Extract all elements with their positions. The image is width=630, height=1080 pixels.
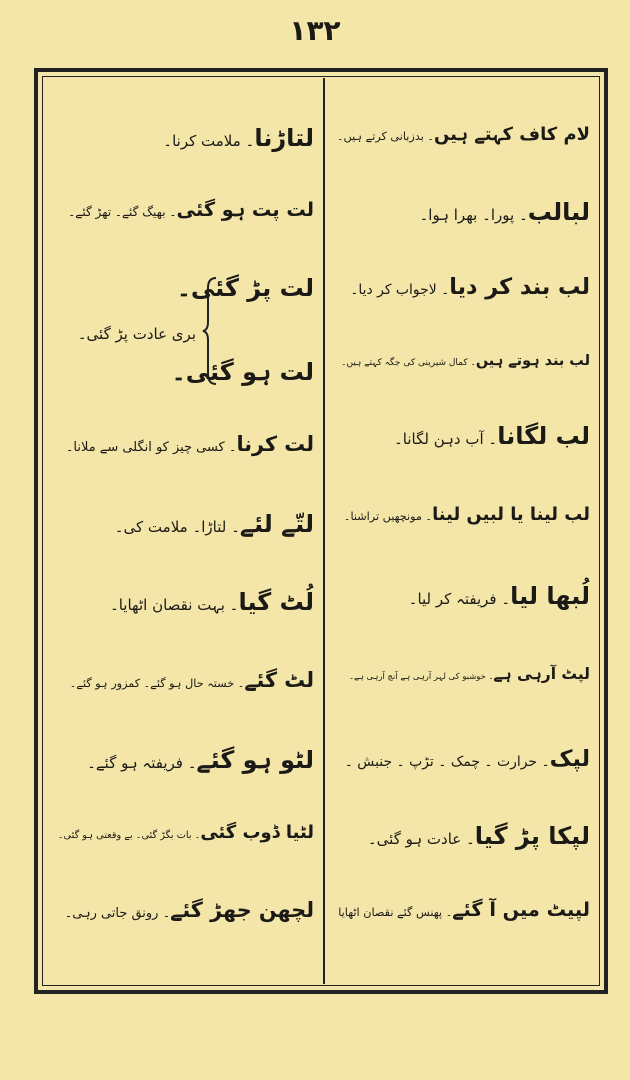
entry xyxy=(58,824,314,842)
entry xyxy=(66,434,314,455)
entry-meaning: ۔ خوشبو کی لہر آرہی ہے آنچ آرہی ہے۔ xyxy=(349,671,494,681)
entry-meaning: ۔ لتاڑا۔ ملامت کی۔ xyxy=(114,518,240,536)
entry-meaning: ۔ حرارت ۔ چمک ۔ تڑپ ۔ جنبش ۔ xyxy=(344,754,550,770)
entry-head: لب بند کر دیا xyxy=(449,274,590,300)
entry xyxy=(172,360,314,384)
entry-meaning: ۔ بھیگ گئے۔ تھڑ گئے۔ xyxy=(68,205,177,219)
entry-head: لت پت ہو گئی xyxy=(176,198,314,221)
entry xyxy=(349,666,590,683)
column-divider xyxy=(323,78,325,984)
entry-meaning: ۔ مونچھیں تراشنا۔ xyxy=(343,510,433,523)
entry-head: لپک xyxy=(549,746,590,772)
entry-head: لپیٹ میں آ گئے xyxy=(452,898,590,921)
entry xyxy=(344,506,590,524)
entry xyxy=(368,824,590,848)
entry xyxy=(409,584,590,608)
entry-meaning: ۔ کسی چیز کو انگلی سے ملانا۔ xyxy=(65,440,237,455)
entry-head: لٹ گئے xyxy=(244,668,314,692)
entry-meaning: ۔ پورا۔ بھرا ہوا۔ xyxy=(419,206,528,224)
entry xyxy=(163,126,314,150)
entry-head: لپٹ آرہی ہے xyxy=(493,665,590,683)
entry-meaning: ۔ فریفتہ کر لیا۔ xyxy=(408,590,511,608)
entry xyxy=(78,326,196,343)
entry-meaning: ۔ پھنس گئے نقصان اٹھایا xyxy=(338,906,453,919)
entry xyxy=(420,200,591,224)
entry-head: لب لینا یا لبیں لینا xyxy=(432,504,590,525)
entry-meaning: ۔ خستہ حال ہو گئے۔ کمزور ہو گئے۔ xyxy=(69,677,245,690)
entry-head: لت ہو گئی۔ xyxy=(171,358,314,386)
entry xyxy=(110,590,314,614)
entry-head: لتاڑنا xyxy=(254,124,314,152)
curly-brace xyxy=(202,276,218,390)
entry-meaning: ۔ بہت نقصان اٹھایا۔ xyxy=(109,596,239,614)
entry-meaning: ۔ عادت ہو گئی۔ xyxy=(367,830,475,848)
entry-head: لبالب xyxy=(527,198,590,226)
entry xyxy=(87,748,314,772)
entry-meaning: ۔ بدزبانی کرتے ہیں۔ xyxy=(336,130,434,143)
entry xyxy=(338,900,590,920)
entry xyxy=(115,512,314,536)
entry-head: لت کرنا xyxy=(236,432,314,456)
entry xyxy=(341,352,590,369)
entry xyxy=(350,276,590,298)
entry-meaning: ۔ کمال شیرینی کی جگہ کہتے ہیں۔ xyxy=(341,358,476,368)
entry-head: لت پڑ گئی۔ xyxy=(176,274,314,302)
entry xyxy=(337,126,590,144)
entry-meaning: ۔ بات بگڑ گئی۔ بے وقعتی ہو گئی۔ xyxy=(57,830,201,841)
entry-head: لچھن جھڑ گئے xyxy=(170,898,314,922)
entry xyxy=(394,424,590,448)
entry-head: لُٹ گیا xyxy=(238,588,314,616)
entry-head: لب لگانا xyxy=(497,422,590,450)
entry-meaning: ۔ رونق جاتی رہی۔ xyxy=(64,906,171,921)
entry-head: لتّے لئے xyxy=(239,510,314,538)
entry-head: لٹو ہو گئے xyxy=(196,746,314,774)
entry xyxy=(65,900,314,921)
entry-meaning: ۔ ملامت کرنا۔ xyxy=(163,132,255,150)
entry-meaning: ۔ آب دہن لگانا۔ xyxy=(393,430,498,448)
page-number: ۱۳۲ xyxy=(289,14,341,47)
entry-head: لٹیا ڈوب گئی xyxy=(200,822,314,843)
entry-meaning: ۔ لاجواب کر دیا۔ xyxy=(350,282,450,298)
entry-head: لُبھا لیا xyxy=(510,582,590,610)
entry-meaning: ۔ فریفتہ ہو گئے۔ xyxy=(87,754,197,772)
entry-meaning: بری عادت پڑ گئی۔ xyxy=(77,325,196,343)
entry-head: لام کاف کہتے ہیں xyxy=(434,124,590,145)
entry xyxy=(70,670,314,691)
entry xyxy=(68,200,314,220)
entry xyxy=(177,276,314,300)
entry-head: لب بند ہوتے ہیں xyxy=(475,353,590,369)
entry xyxy=(345,748,590,770)
entry-head: لپکا پڑ گیا xyxy=(474,822,590,850)
